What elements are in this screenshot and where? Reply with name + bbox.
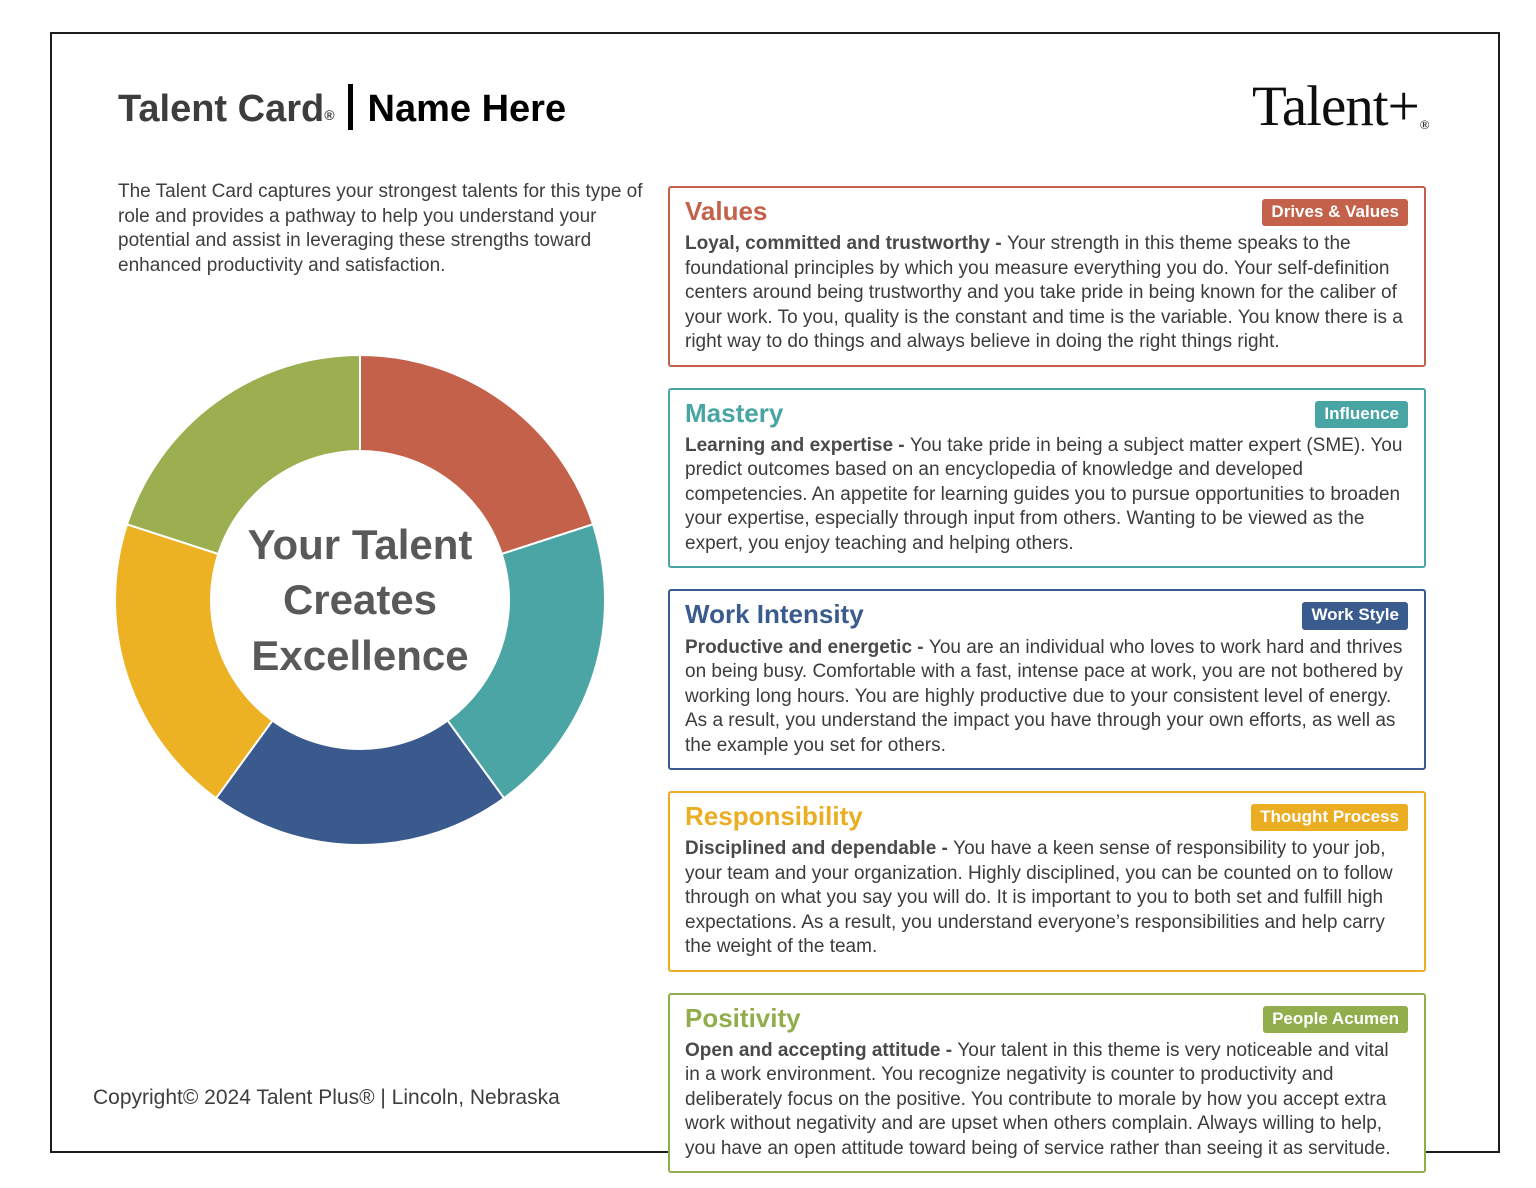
title-divider bbox=[348, 84, 353, 130]
theme-card-header bbox=[685, 801, 1408, 832]
category-badge: People Acumen bbox=[1263, 1006, 1408, 1033]
theme-title: Positivity bbox=[685, 1002, 801, 1033]
theme-card-header bbox=[685, 1003, 1408, 1034]
category-badge: Thought Process bbox=[1251, 804, 1408, 831]
theme-card-header bbox=[685, 599, 1408, 630]
donut-center-line: Your Talent bbox=[247, 520, 473, 568]
intro-paragraph: The Talent Card captures your strongest talents for this type of role and provides a pathway to help you understand your potential and assist in leveraging these strengths toward enhanced productivity and satisfaction. bbox=[118, 181, 643, 277]
logo-registered-mark: ® bbox=[1419, 117, 1430, 132]
category-badge: Work Style bbox=[1302, 602, 1408, 629]
theme-lead-phrase: Loyal, committed and trustworthy - bbox=[685, 233, 1007, 255]
category-badge: Influence bbox=[1315, 401, 1408, 428]
donut-chart bbox=[110, 350, 610, 850]
theme-card-values bbox=[668, 186, 1426, 367]
theme-body-text: Your strength in this theme speaks to the foundational principles by which you measure everything you do. Your self-definition centers around being trustworthy and you take pride in being known for the caliber of your work. To you, quality is the constant and time is the variable. You know there is a right way to do things and always believe in doing the right things right. bbox=[685, 233, 1403, 353]
themes-column bbox=[668, 186, 1426, 1173]
theme-body-text: You have a keen sense of responsibility to your job, your team and your organization. Highly disciplined, you can be counted on to follow through on what you say you will do. It is important to you to both set and fulfill high expectations. As a result, you understand everyone’s responsibilities and help carry the weight of the team. bbox=[685, 838, 1393, 958]
registered-mark: ® bbox=[324, 107, 335, 123]
theme-title: Work Intensity bbox=[685, 599, 864, 630]
theme-card-responsibility bbox=[668, 791, 1426, 972]
theme-card-positivity bbox=[668, 993, 1426, 1174]
category-badge: Drives & Values bbox=[1262, 199, 1408, 226]
theme-body-text: Your talent in this theme is very noticeable and vital in a work environment. You recognize negativity is counter to productivity and deliberately focus on the positive. You contribute to morale by how you accept extra work without negativity and are upset when others complain. Always willing to help, you have an open attitude toward being of service rather than seeing it as servitude. bbox=[685, 1039, 1391, 1159]
theme-lead-phrase: Learning and expertise - bbox=[685, 434, 910, 456]
theme-lead-phrase: Disciplined and dependable - bbox=[685, 838, 954, 860]
theme-card-header bbox=[685, 196, 1408, 227]
theme-description bbox=[685, 232, 1408, 355]
brand-name: Talent Card bbox=[118, 88, 325, 130]
theme-title: Mastery bbox=[685, 397, 784, 428]
donut-center-line: Excellence bbox=[251, 631, 469, 679]
copyright-text: Copyright© 2024 Talent Plus® | Lincoln, Nebraska bbox=[93, 1086, 560, 1109]
talent-plus-logo bbox=[1252, 74, 1430, 139]
theme-card-work-intensity bbox=[668, 589, 1426, 770]
logo-text: Talent+ bbox=[1252, 75, 1419, 138]
page-title bbox=[118, 84, 566, 132]
donut-center-text bbox=[110, 350, 610, 850]
theme-card-header bbox=[685, 398, 1408, 429]
theme-title: Responsibility bbox=[685, 801, 863, 832]
theme-description bbox=[685, 837, 1408, 960]
theme-body-text: You are an individual who loves to work hard and thrives on being busy. Comfortable with a fast, intense pace at work, you are not bothered by working long hours. You are highly productive due to your consistent level of energy. As a result, you understand the impact you have through your own efforts, as well as the example you set for others. bbox=[685, 636, 1403, 756]
theme-lead-phrase: Productive and energetic - bbox=[685, 636, 929, 658]
person-name: Name Here bbox=[367, 88, 567, 130]
theme-title: Values bbox=[685, 196, 768, 226]
theme-description bbox=[685, 636, 1408, 759]
theme-description bbox=[685, 434, 1408, 557]
theme-lead-phrase: Open and accepting attitude - bbox=[685, 1039, 958, 1061]
theme-description bbox=[685, 1039, 1408, 1162]
theme-card-mastery bbox=[668, 388, 1426, 569]
theme-body-text: You take pride in being a subject matter expert (SME). You predict outcomes based on an encyclopedia of knowledge and developed competencies. An appetite for learning guides you to pursue opportunities to broaden your expertise, especially through input from others. Wanting to be viewed as the expert, you enjoy teaching and helping others. bbox=[685, 434, 1403, 554]
donut-center-line: Creates bbox=[282, 576, 438, 624]
